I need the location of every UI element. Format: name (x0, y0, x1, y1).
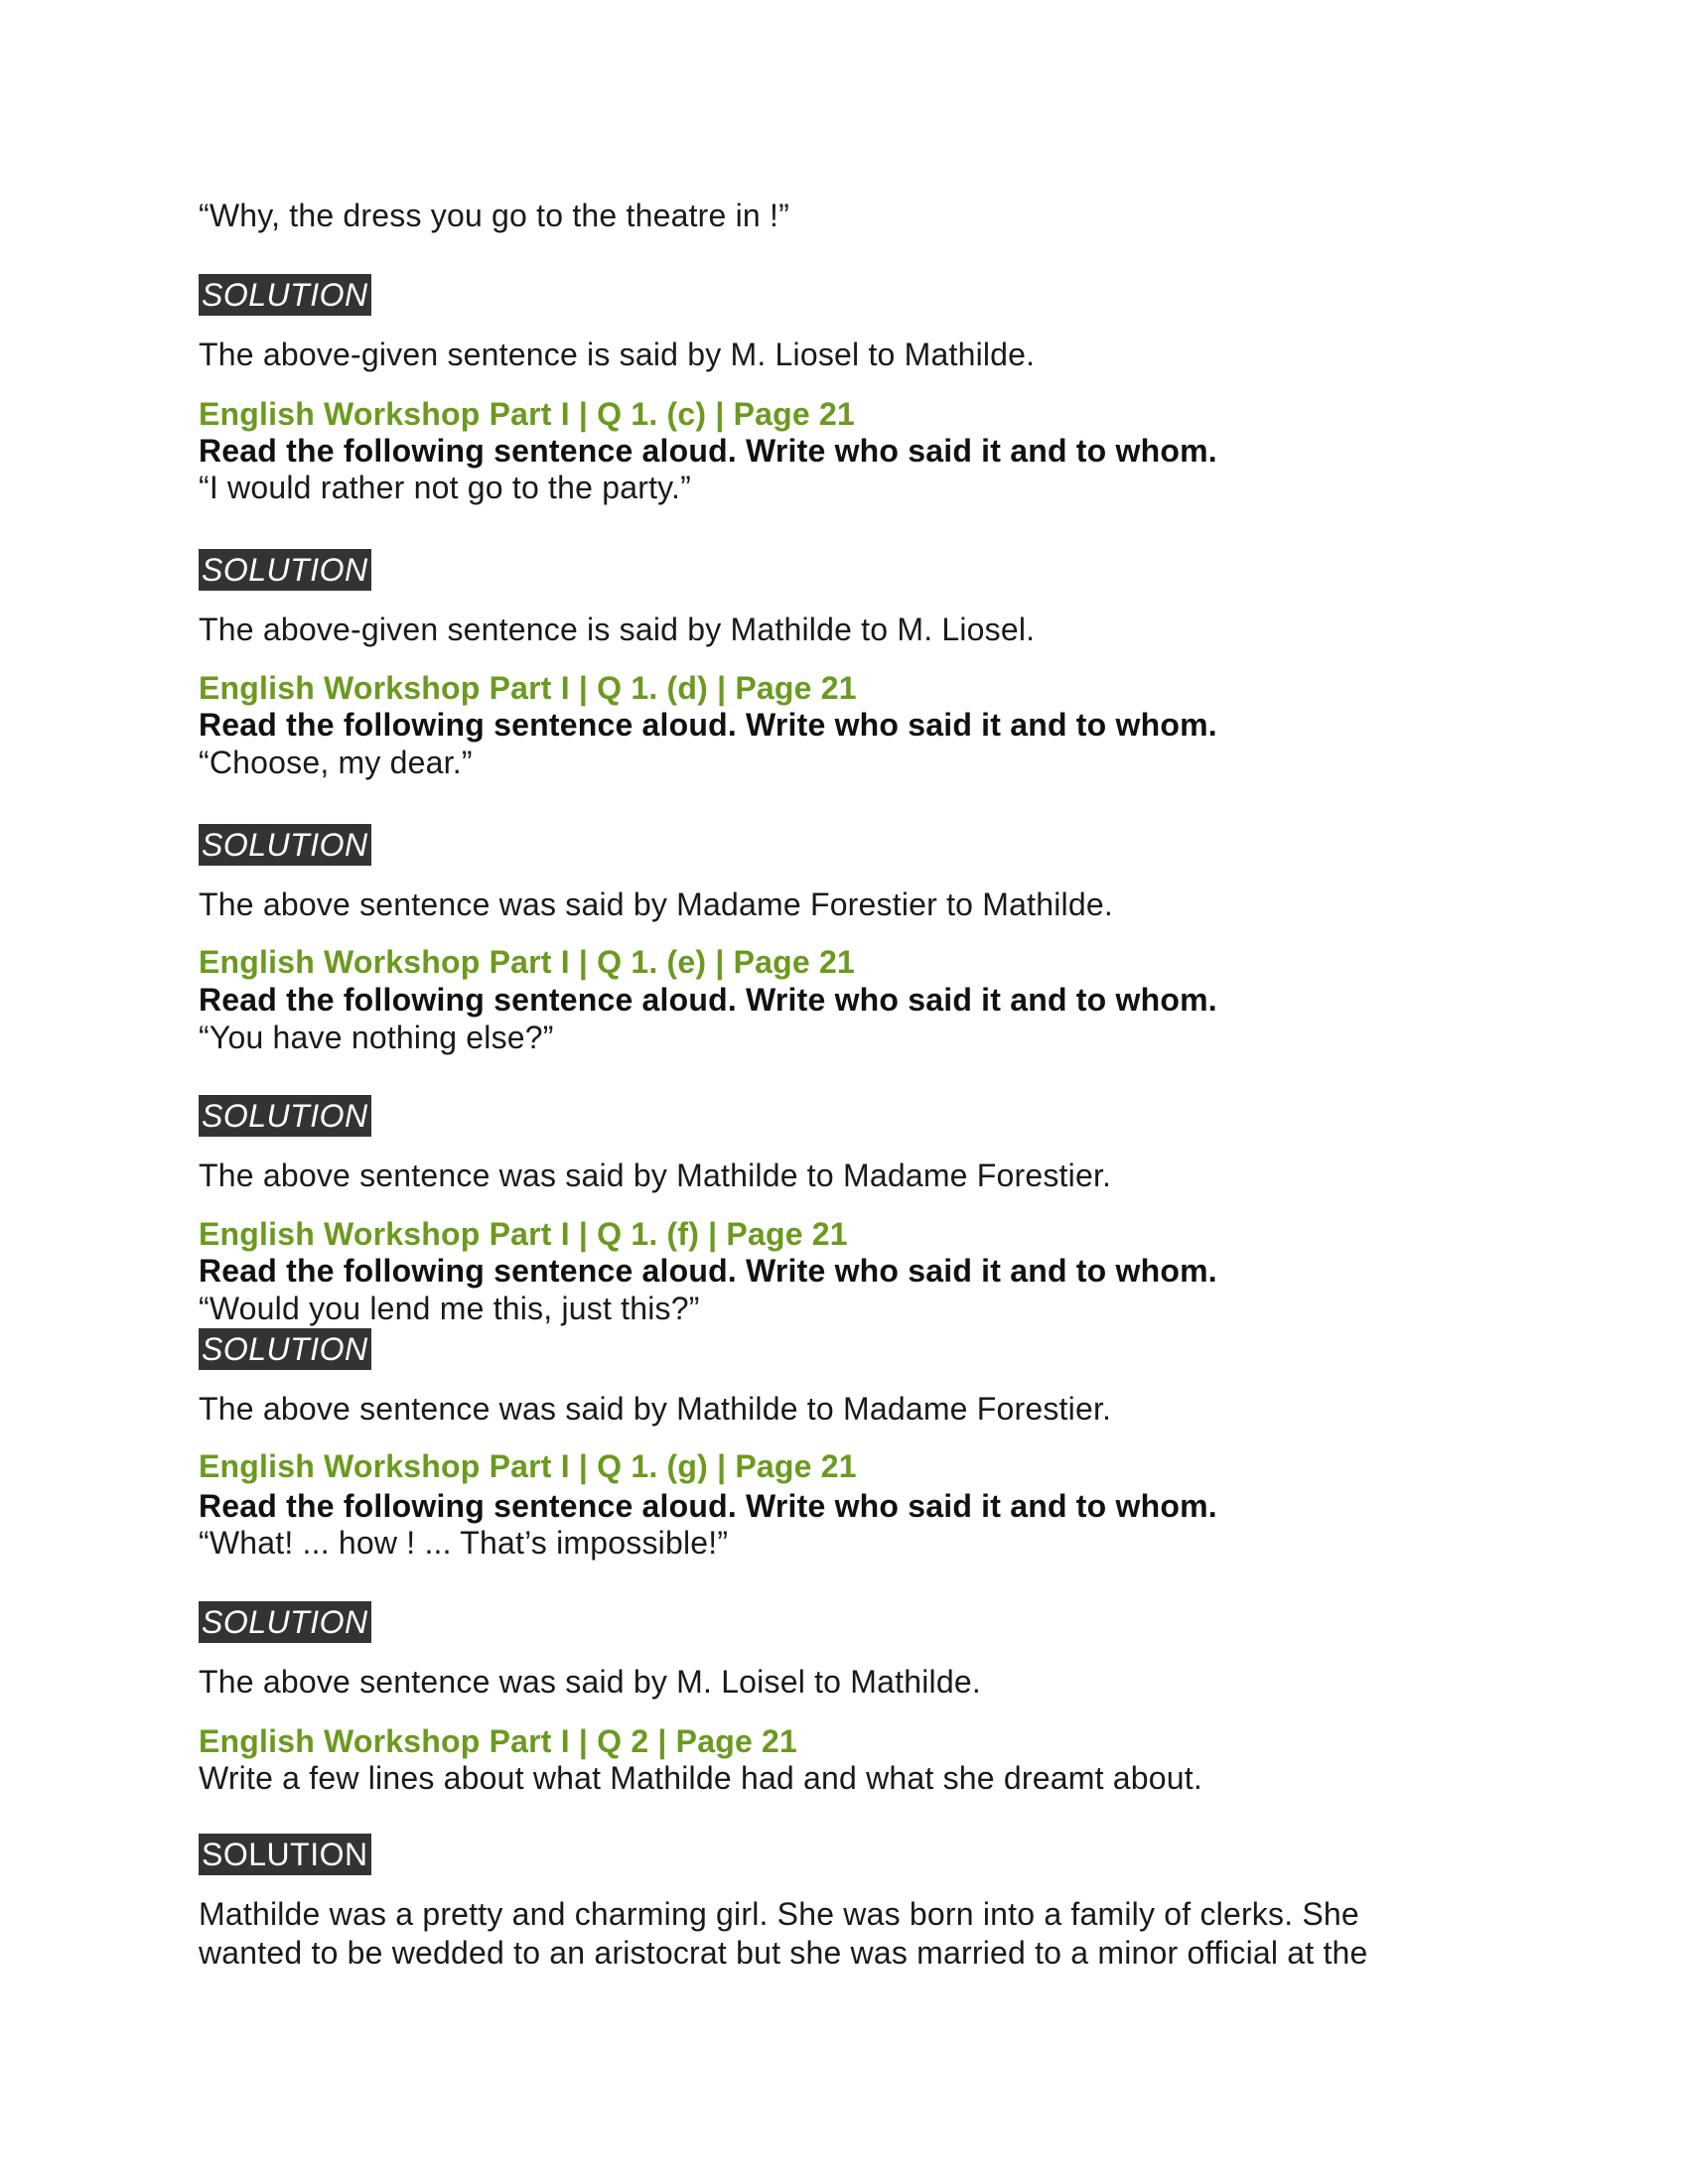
solution-label: SOLUTION (199, 274, 371, 316)
answer-text: The above sentence was said by Mathilde to Madame Forestier. (199, 1391, 1112, 1427)
question-text: Read the following sentence aloud. Write who said it and to whom. (199, 1488, 1217, 1524)
answer-text-continued: wanted to be wedded to an aristocrat but she was married to a minor official at the (199, 1935, 1368, 1971)
question-text: Read the following sentence aloud. Write who said it and to whom. (199, 982, 1217, 1018)
solution-label: SOLUTION (199, 1328, 371, 1370)
quote-text: “Choose, my dear.” (199, 745, 473, 780)
question-heading: English Workshop Part I | Q 1. (g) | Page 21 (199, 1448, 857, 1484)
question-heading: English Workshop Part I | Q 1. (c) | Page 21 (199, 396, 855, 432)
quote-text: “I would rather not go to the party.” (199, 470, 691, 505)
answer-text: The above-given sentence is said by Mathilde to M. Liosel. (199, 612, 1036, 647)
solution-label: SOLUTION (199, 1095, 371, 1137)
question-text: Read the following sentence aloud. Write who said it and to whom. (199, 1253, 1217, 1289)
solution-label: SOLUTION (199, 549, 371, 591)
quote-text: “Why, the dress you go to the theatre in !” (199, 198, 789, 233)
question-heading: English Workshop Part I | Q 1. (d) | Page 21 (199, 670, 857, 706)
question-text: Read the following sentence aloud. Write who said it and to whom. (199, 707, 1217, 743)
solution-label: SOLUTION (199, 1834, 371, 1875)
question-text: Write a few lines about what Mathilde had and what she dreamt about. (199, 1760, 1202, 1796)
question-heading: English Workshop Part I | Q 1. (e) | Page 21 (199, 944, 855, 980)
quote-text: “What! ... how ! ... That’s impossible!” (199, 1525, 729, 1561)
answer-text: The above sentence was said by Mathilde to Madame Forestier. (199, 1158, 1112, 1193)
question-heading: English Workshop Part I | Q 1. (f) | Page 21 (199, 1216, 848, 1252)
quote-text: “Would you lend me this, just this?” (199, 1291, 700, 1326)
solution-label: SOLUTION (199, 1601, 371, 1643)
question-heading: English Workshop Part I | Q 2 | Page 21 (199, 1723, 798, 1759)
answer-text: The above sentence was said by M. Loisel to Mathilde. (199, 1664, 981, 1700)
question-text: Read the following sentence aloud. Write who said it and to whom. (199, 433, 1217, 469)
answer-text: The above-given sentence is said by M. Liosel to Mathilde. (199, 337, 1036, 372)
quote-text: “You have nothing else?” (199, 1020, 554, 1055)
answer-text: Mathilde was a pretty and charming girl. She was born into a family of clerks. She (199, 1896, 1359, 1932)
solution-label: SOLUTION (199, 824, 371, 866)
answer-text: The above sentence was said by Madame Forestier to Mathilde. (199, 887, 1113, 922)
